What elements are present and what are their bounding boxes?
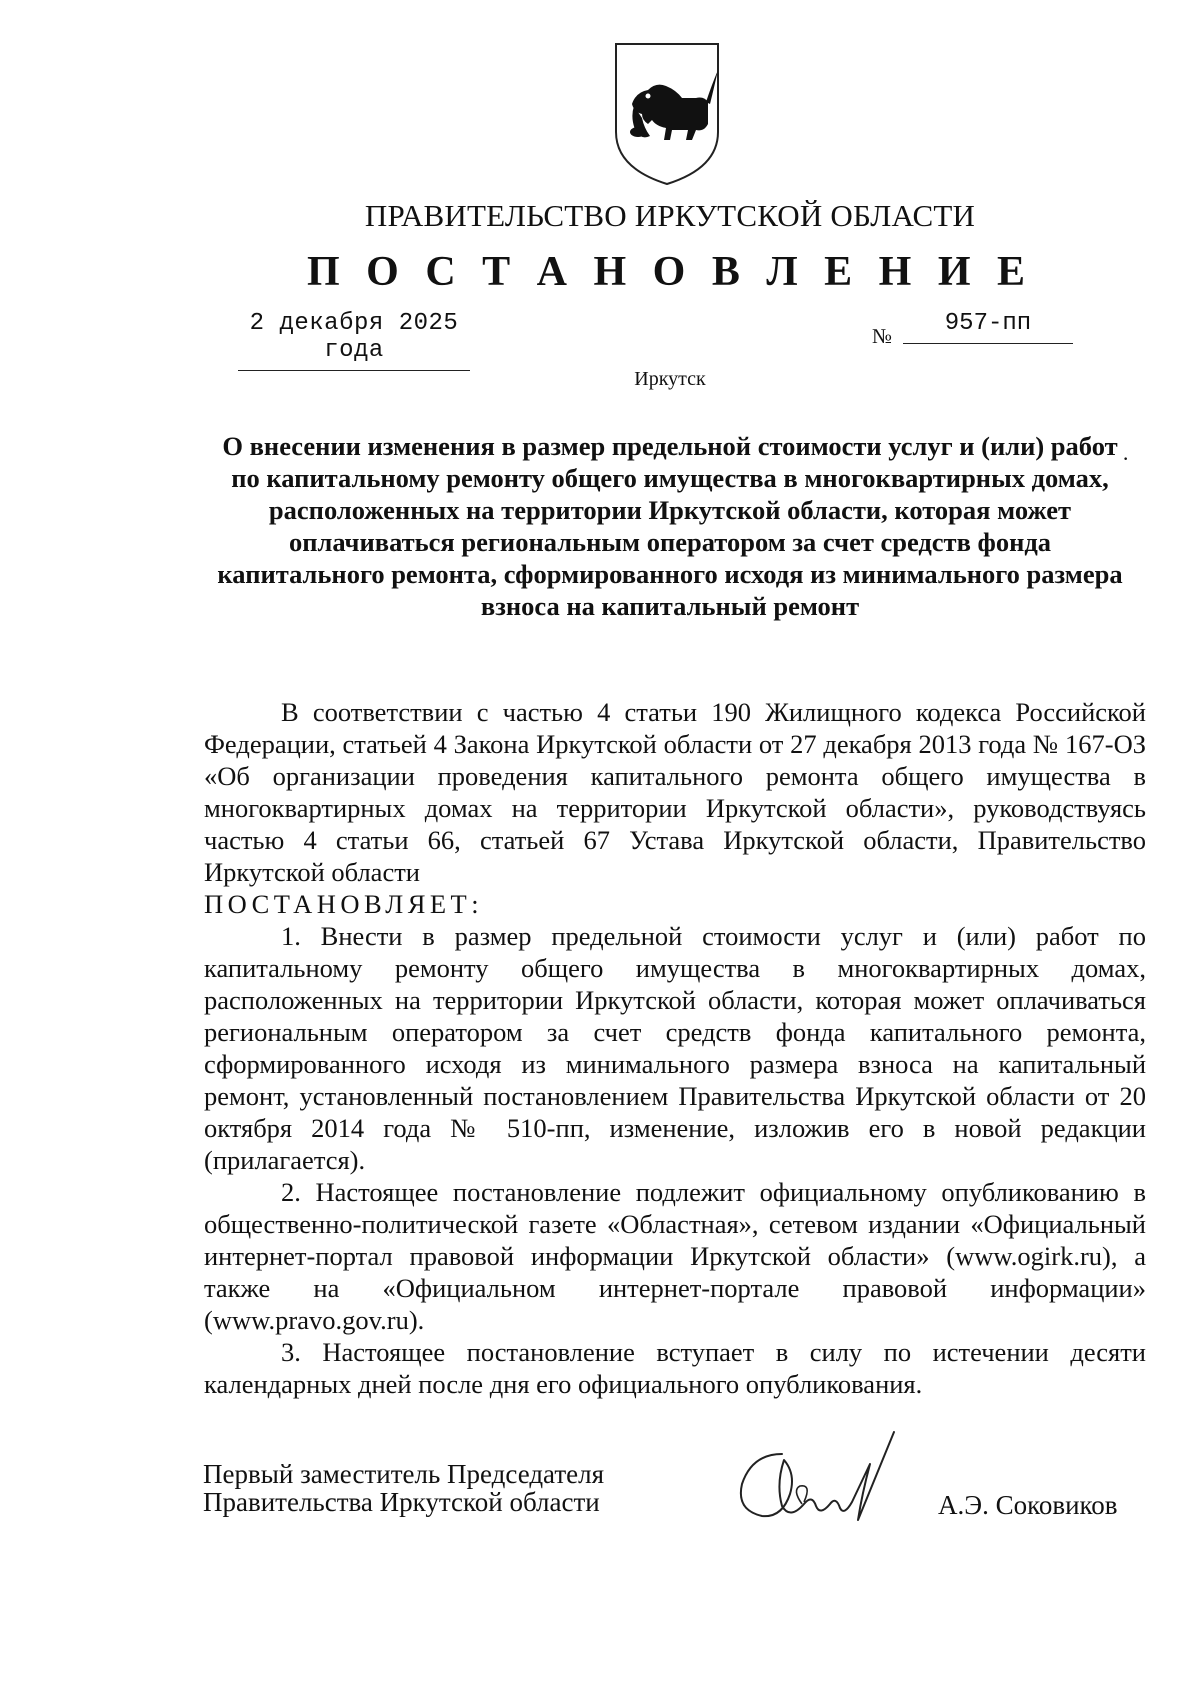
- number-label: №: [872, 324, 893, 348]
- coat-of-arms-icon: [612, 40, 722, 188]
- document-subject: О внесении изменения в размер предельной стоимости услуг и (или) работ по капитальному ремонту общего имущества в многоквартирных домах, расположенных на территории Иркутской области, которая может оплачиваться региональным оператором за счет средств фонда капитального ремонта, сформированного исходя из минимального размера взноса на капитальный ремонт: [217, 431, 1123, 621]
- city-name: Иркутск: [634, 368, 706, 390]
- document-type-title: П О С Т А Н О В Л Е Н И Е: [306, 249, 1034, 295]
- document-date: 2 декабря 2025 года: [238, 310, 470, 371]
- signatory-position: [203, 1460, 604, 1516]
- government-name: ПРАВИТЕЛЬСТВО ИРКУТСКОЙ ОБЛАСТИ: [364, 198, 976, 233]
- signatory-position-line2: Правительства Иркутской области: [203, 1487, 600, 1517]
- item-2: 2. Настоящее постановление подлежит официальному опубликованию в общественно-политической газете «Областная», сетевом издании «Официальный интернет-портал правовой информации Иркутской области» (www.ogirk.ru), а также на «Официальном интернет-портале правовой информации» (www.pravo.gov.ru).: [204, 1177, 1146, 1335]
- signatory-name: А.Э. Соковиков: [938, 1490, 1118, 1520]
- preamble-paragraph: В соответствии с частью 4 статьи 190 Жилищного кодекса Российской Федерации, статьей 4 Закона Иркутской области от 27 декабря 2013 года № 167-ОЗ «Об организации проведения капитального ремонта общего имущества в многоквартирных домах на территории Иркутской области», руководствуясь частью 4 статьи 66, статьей 67 Устава Иркутской области, Правительство Иркутской области: [204, 697, 1146, 887]
- item-3: 3. Настоящее постановление вступает в силу по истечении десяти календарных дней после дня его официального опубликования.: [204, 1337, 1146, 1399]
- stray-mark: ·: [1122, 446, 1130, 471]
- resolves-heading: ПОСТАНОВЛЯЕТ:: [204, 889, 484, 919]
- signatory-position-line1: Первый заместитель Председателя: [203, 1459, 605, 1489]
- document-number: 957-пп: [903, 310, 1073, 344]
- signature-icon: [712, 1424, 912, 1534]
- document-body: [204, 696, 1146, 1400]
- item-1: 1. Внести в размер предельной стоимости услуг и (или) работ по капитальному ремонту общего имущества в многоквартирных домах, расположенных на территории Иркутской области, которая может оплачиваться региональным оператором за счет средств фонда капитального ремонта, сформированного исходя из минимального размера взноса на капитальный ремонт, установленный постановлением Правительства Иркутской области от 20 октября 2014 года № 510-пп, изменение, изложив его в новой редакции (прилагается).: [204, 921, 1146, 1175]
